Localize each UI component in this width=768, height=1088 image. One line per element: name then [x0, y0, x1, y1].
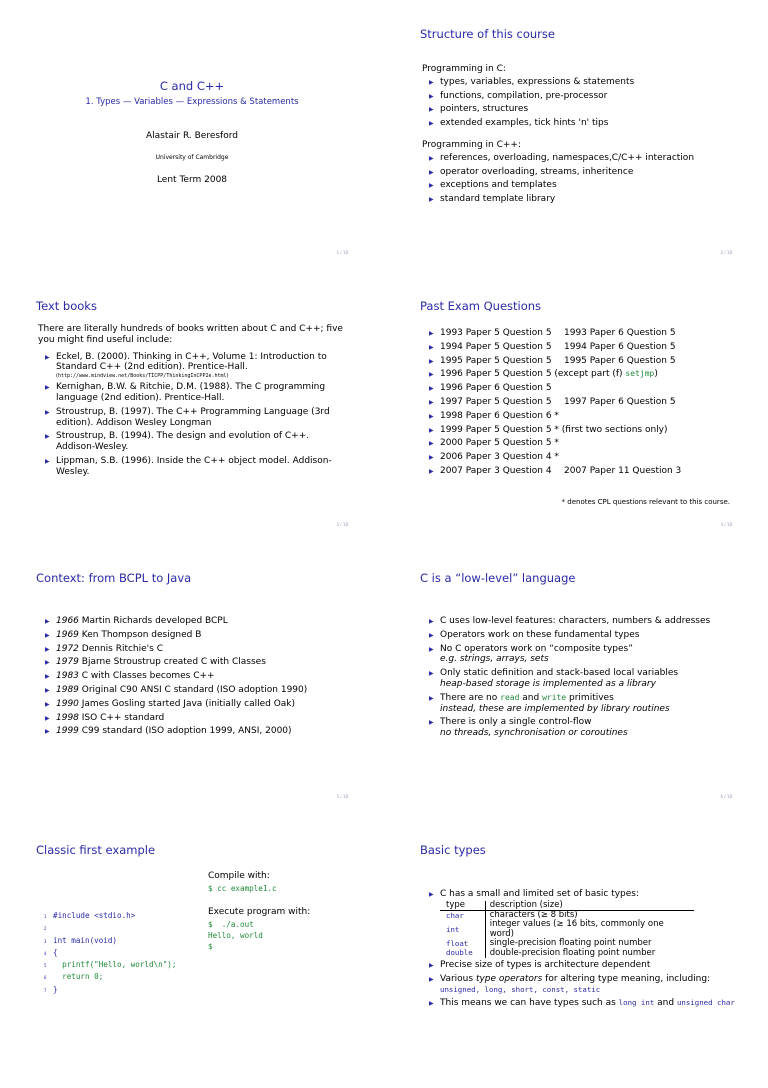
- list-item: ▶ 1998 Paper 6 Question 6 *: [428, 411, 748, 422]
- slide-body: [422, 64, 742, 205]
- list-item: [44, 713, 364, 724]
- type-description: single-precision floating point number: [489, 938, 652, 949]
- page-number: 4 / 18: [720, 522, 732, 528]
- list-item: ▶ Stroustrup, B. (1994). The design and evolution of C++. Addison-Wesley.: [44, 431, 350, 453]
- code-text: int main(void): [53, 935, 118, 945]
- feature-list: [428, 616, 748, 739]
- exam-question: 1996 Paper 5 Question 5 (except part (f): [440, 369, 626, 380]
- table-row: [440, 949, 694, 958]
- text-run: This means we can have types such as: [440, 998, 619, 1009]
- url-link[interactable]: http://www.mindview.net/Books/TICPP/ThinkingInCPP2e.html: [57, 373, 227, 380]
- list-item: ▶ 2000 Paper 5 Question 5 *: [428, 438, 748, 449]
- exam-question: 1997 Paper 5 Question 5: [440, 396, 552, 407]
- slide-title: C and C++: [159, 79, 225, 93]
- event: ISO C++ standard: [78, 712, 165, 723]
- slide-title: Classic first example: [36, 843, 156, 857]
- year: 1989: [56, 684, 79, 695]
- text-run: for altering type meaning, including:: [542, 973, 711, 984]
- list-item: ▶ Precise size of types is architecture dependent: [428, 960, 758, 971]
- exec-output: Hello, world: [208, 930, 263, 940]
- list-item: [44, 699, 364, 710]
- list-item: [428, 974, 758, 996]
- event: Ken Thompson designed B: [78, 629, 202, 640]
- event: Original C90 ANSI C standard (ISO adoption 1990): [78, 684, 308, 695]
- list-item: ▶ 2006 Paper 3 Question 4 *: [428, 452, 748, 463]
- event: Bjarne Stroustrup created C with Classes: [78, 657, 266, 668]
- item-note: no threads, synchronisation or coroutines: [440, 728, 628, 739]
- code-text: return 0;: [53, 972, 104, 982]
- page-number: 5 / 18: [336, 794, 348, 800]
- intro-text: There are literally hundreds of books written about C and C++; five you might find useful include:: [38, 324, 343, 345]
- section-heading: Programming in C:: [422, 64, 506, 74]
- list-item: [428, 717, 748, 739]
- list-item: [428, 397, 748, 408]
- list-item: ▶ C uses low-level features: characters, numbers & addresses: [428, 616, 748, 627]
- item-text: ▶ C has a small and limited set of basic types:: [440, 889, 640, 899]
- text-run: type operators: [475, 973, 543, 984]
- line-number: 6: [44, 975, 47, 981]
- year: 1990: [56, 698, 79, 709]
- list-item: ▶ standard template library: [428, 194, 742, 205]
- header-type: type: [440, 901, 485, 911]
- code-text: printf("Hello, world\n");: [53, 960, 177, 970]
- exam-question: 1993 Paper 5 Question 5: [440, 328, 552, 338]
- term: Lent Term 2008: [156, 175, 228, 185]
- exam-question: 1994 Paper 5 Question 5: [440, 341, 552, 352]
- code-line: [44, 935, 176, 947]
- exam-question: 1997 Paper 6 Question 5: [564, 396, 676, 407]
- compile-label: Compile with:: [208, 871, 270, 881]
- table-row: [440, 920, 694, 939]
- code-line: [44, 910, 176, 922]
- list-item: [428, 644, 748, 666]
- author: Alastair R. Beresford: [146, 131, 238, 141]
- list-item: ▶ extended examples, tick hints 'n' tips: [428, 118, 742, 129]
- exec-label: Execute program with:: [208, 906, 311, 917]
- item-text: [440, 693, 748, 704]
- list-item: [44, 671, 364, 682]
- list-item: [428, 328, 748, 339]
- year: 1966: [56, 616, 79, 626]
- list-item: [44, 616, 364, 627]
- bullet-list: [428, 77, 742, 129]
- exam-question: 1995 Paper 5 Question 5: [440, 355, 552, 366]
- list-item: ▶ types, variables, expressions & statements: [428, 77, 742, 88]
- list-item: ▶ references, overloading, namespaces,C/C++ interaction: [428, 153, 742, 164]
- code-line: [44, 971, 176, 983]
- slide-5: [0, 544, 384, 816]
- type-name: double: [440, 949, 485, 958]
- list-item: [428, 356, 748, 367]
- item-text: [440, 974, 758, 985]
- item-note: e.g. strings, arrays, sets: [440, 654, 549, 665]
- slide-title: Past Exam Questions: [420, 299, 542, 313]
- slide-2: [384, 0, 768, 272]
- line-number: 7: [44, 987, 47, 993]
- slide-6: [384, 544, 768, 816]
- code-setjmp: setjmp: [625, 369, 655, 379]
- code-write: write: [542, 692, 567, 702]
- list-item: [428, 466, 748, 477]
- type-description: integer values (≥ 16 bits, commonly one word): [489, 919, 664, 939]
- list-item: ▶ pointers, structures: [428, 104, 742, 115]
- timeline-list: [44, 616, 364, 737]
- code-line: [44, 922, 176, 934]
- exam-question: 1994 Paper 6 Question 5: [564, 341, 676, 352]
- year: 1972: [56, 643, 79, 654]
- type-name: char: [440, 911, 485, 921]
- type-description: characters (≥ 8 bits): [489, 910, 578, 921]
- slide-title: Text books: [36, 299, 97, 313]
- code-read: read: [500, 692, 520, 702]
- book-list: [44, 352, 350, 478]
- item-text: ▶ No C operators work on “composite types”: [440, 643, 633, 654]
- item-text: ▶ There is only a single control-flow: [440, 717, 592, 728]
- page-number: 3 / 18: [336, 522, 348, 528]
- type-description: double-precision floating point number: [489, 947, 656, 958]
- slide-title: Basic types: [420, 843, 486, 857]
- line-number: 5: [44, 963, 47, 969]
- slide-title: C is a “low-level” language: [420, 571, 576, 585]
- year: 1999: [56, 726, 79, 737]
- list-item: ▶ functions, compilation, pre-processor: [428, 91, 742, 102]
- list-item: ▶ Kernighan, B.W. & Ritchie, D.M. (1988). The C programming language (2nd edition). Prentice-Hall.: [44, 382, 350, 404]
- line-number: 2: [44, 926, 47, 932]
- code-text: #include <stdio.h>: [53, 911, 136, 920]
- text-run: primitives: [566, 692, 614, 703]
- code-unsigned-char: unsigned char: [676, 998, 735, 1008]
- exam-question: ): [654, 369, 658, 380]
- exam-question: 2007 Paper 11 Question 3: [564, 465, 682, 476]
- page-number: 2 / 18: [720, 250, 732, 256]
- slide-7: [0, 816, 384, 1088]
- list-item: ▶ Lippman, S.B. (1996). Inside the C++ object model. Addison-Wesley.: [44, 456, 350, 478]
- code-text: }: [53, 984, 58, 994]
- year: 1979: [56, 657, 79, 668]
- code-long-int: long int: [618, 998, 655, 1008]
- year: 1983: [56, 671, 79, 682]
- text-run: There are no: [440, 692, 501, 703]
- slide-body: [428, 616, 748, 739]
- exam-list: [428, 328, 748, 477]
- line-number: 3: [44, 938, 47, 944]
- list-item: ▶ 1999 Paper 5 Question 5 * (first two sections only): [428, 425, 748, 436]
- line-number: 4: [44, 950, 47, 956]
- list-item: ▶ exceptions and templates: [428, 180, 742, 191]
- slide-4: [384, 272, 768, 544]
- slide-1: [0, 0, 384, 272]
- bullet-list: [428, 153, 742, 205]
- event: C with Classes becomes C++: [78, 671, 215, 682]
- slide-body: [44, 616, 364, 737]
- list-item: ▶ 1996 Paper 6 Question 5: [428, 383, 748, 394]
- list-item: [428, 693, 748, 715]
- type-name: float: [440, 939, 485, 948]
- exam-question: 2007 Paper 3 Question 4: [440, 465, 552, 476]
- year: 1969: [56, 629, 79, 640]
- code-line: [44, 984, 176, 996]
- code-line: [44, 947, 176, 959]
- exec-prompt: $: [208, 941, 213, 951]
- list-item: [428, 342, 748, 353]
- slide-8: [384, 816, 768, 1024]
- list-item: [44, 726, 364, 737]
- book-citation: Eckel, B. (2000). Thinking in C++, Volume 1: Introduction to Standard C++ (2nd edition). Prentice-Hall.: [56, 351, 327, 373]
- list-item: [44, 352, 350, 380]
- types-list: [428, 889, 758, 1009]
- list-item: [44, 630, 364, 641]
- item-note: heap-based storage is implemented as a library: [440, 678, 656, 689]
- line-number: 1: [44, 914, 47, 919]
- footnote: * denotes CPL questions relevant to this course.: [561, 498, 730, 506]
- item-text: ▶ Only static definition and stack-based local variables: [440, 668, 679, 679]
- code-listing: [44, 910, 176, 996]
- slide-body: [38, 324, 350, 478]
- slide-title: Context: from BCPL to Java: [36, 571, 192, 585]
- section-heading: Programming in C++:: [422, 139, 521, 150]
- list-item: [428, 998, 758, 1009]
- page-number: 6 / 18: [720, 794, 732, 800]
- list-item: [428, 668, 748, 690]
- header-description: description (size): [485, 901, 694, 911]
- text-run: Various: [440, 973, 476, 984]
- list-item: [428, 889, 758, 958]
- list-item: ▶ operator overloading, streams, inheritence: [428, 167, 742, 178]
- exam-question: 1993 Paper 6 Question 5: [564, 328, 676, 338]
- compile-command: $ cc example1.c: [208, 883, 277, 893]
- text-run: and: [654, 998, 677, 1009]
- event: Dennis Ritchie's C: [78, 643, 163, 654]
- book-url: (http://www.mindview.net/Books/TICPP/ThinkingInCPP2e.html): [56, 373, 229, 380]
- event: C99 standard (ISO adoption 1999, ANSI, 2000): [78, 726, 292, 737]
- institution: University of Cambridge: [155, 154, 229, 161]
- code-text: {: [53, 947, 58, 957]
- exam-question: 1995 Paper 6 Question 5: [564, 355, 676, 366]
- list-item: [44, 657, 364, 668]
- text-run: and: [519, 692, 543, 703]
- compile-instructions: [208, 871, 310, 951]
- list-item: [44, 644, 364, 655]
- list-item: [44, 685, 364, 696]
- type-operators: unsigned, long, short, const, static: [440, 985, 601, 995]
- type-name: int: [440, 920, 485, 939]
- types-table: [440, 901, 694, 958]
- code-line: [44, 959, 176, 971]
- slide-3: [0, 272, 384, 544]
- slide-subtitle: 1. Types — Variables — Expressions & Statements: [85, 97, 299, 107]
- list-item: [428, 369, 748, 380]
- slide-body: [428, 889, 758, 1009]
- exec-command: $ ./a.out: [208, 919, 254, 929]
- event: James Gosling started Java (initially called Oak): [78, 698, 296, 709]
- year: 1998: [56, 712, 79, 723]
- list-item: ▶ Stroustrup, B. (1997). The C++ Programming Language (3rd edition). Addison Wesley Longman: [44, 407, 350, 429]
- slide-body: [428, 328, 748, 477]
- slide-title: Structure of this course: [420, 27, 555, 41]
- event: Martin Richards developed BCPL: [78, 616, 228, 626]
- list-item: ▶ Operators work on these fundamental types: [428, 630, 748, 641]
- page-number: 1 / 18: [336, 250, 348, 256]
- item-note: instead, these are implemented by library routines: [440, 703, 670, 714]
